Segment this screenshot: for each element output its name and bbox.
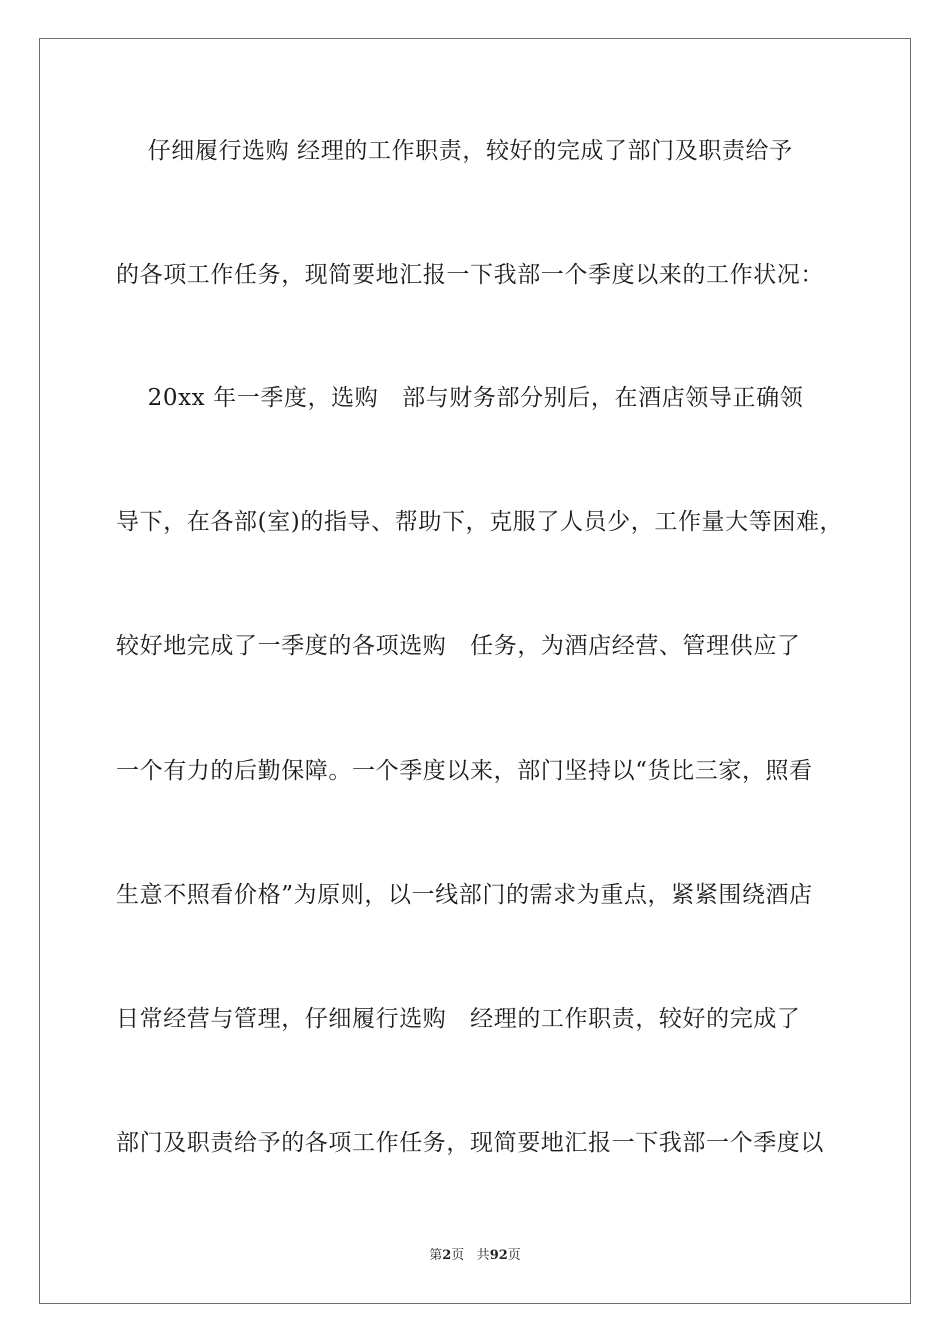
page-number: 2 (442, 1248, 452, 1263)
body-text-line: 导下，在各部(室)的指导、帮助下，克服了人员少，工作量大等困难， (116, 509, 844, 535)
body-text-line: 20xx 年一季度，选购 部与财务部分别后，在酒店领导正确领 (116, 385, 804, 411)
body-text-line: 生意不照看价格”为原则，以一线部门的需求为重点，紧紧围绕酒店 (116, 882, 813, 908)
total-label-prefix: 共 (476, 1248, 490, 1263)
body-text-line: 的各项工作任务，现简要地汇报一下我部一个季度以来的工作状况： (116, 262, 824, 288)
total-label-suffix: 页 (507, 1248, 521, 1263)
body-text-line: 仔细履行选购 经理的工作职责，较好的完成了部门及职责给予 (116, 138, 793, 164)
page-label-prefix: 第 (429, 1248, 443, 1263)
body-text-line: 一个有力的后勤保障。一个季度以来，部门坚持以“货比三家，照看 (116, 758, 813, 784)
body-text-line: 日常经营与管理，仔细履行选购 经理的工作职责，较好的完成了 (116, 1006, 801, 1032)
total-pages: 92 (489, 1248, 508, 1263)
body-text-line: 部门及职责给予的各项工作任务，现简要地汇报一下我部一个季度以 (116, 1130, 824, 1156)
body-text-line: 较好地完成了一季度的各项选购 任务，为酒店经营、管理供应了 (116, 633, 801, 659)
page-label-suffix: 页 (451, 1248, 465, 1263)
page-border (39, 38, 911, 1304)
page-footer (0, 1247, 950, 1265)
